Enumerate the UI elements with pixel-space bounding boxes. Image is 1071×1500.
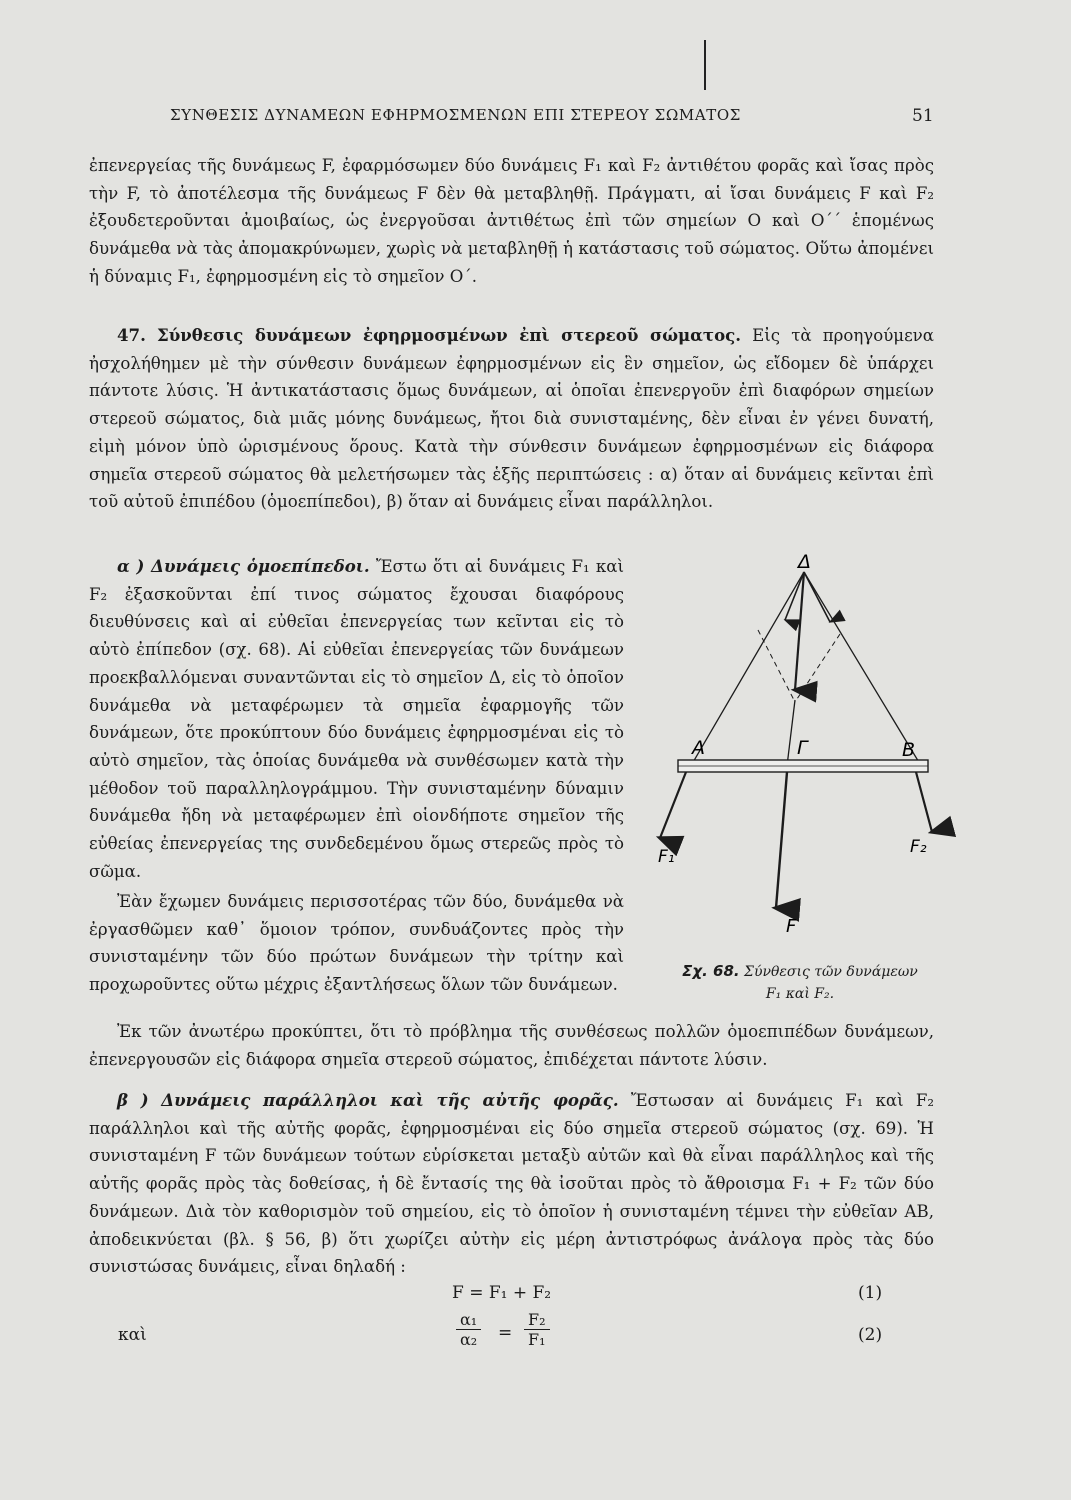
conclusion-paragraph: Ἐκ τῶν ἀνωτέρω προκύπτει, ὅτι τὸ πρόβλημα τῆς συνθέσεως πολλῶν ὁμοεπιπέδων δυνάμεων, ἐπενεργουσῶν εἰς διάφορα σημεῖα στερεοῦ σώματος, ἐπιδέχεται πάντοτε λύσιν. [89, 1022, 934, 1069]
vector-resultant-f [776, 772, 787, 908]
section-number: 47. [117, 325, 146, 345]
running-head: ΣΥΝΘΕΣΙΣ ΔΥΝΑΜΕΩΝ ΕΦΗΡΜΟΣΜΕΝΩΝ ΕΠΙ ΣΤΕΡΕΟΥ ΣΩΜΑΤΟΣ [170, 106, 741, 124]
fraction-numerator: α₁ [456, 1310, 481, 1330]
label-b: B [902, 739, 916, 761]
figure-caption [650, 960, 950, 1005]
vector-f2 [916, 772, 932, 832]
subsection-a [89, 553, 624, 885]
paragraph-continuation: ἐπενεργείας τῆς δυνάμεως F, ἐφαρμόσωμεν δύο δυνάμεις F₁ καὶ F₂ ἀντιθέτου φορᾶς καὶ ἴσας πρὸς τὴν F, τὸ ἀποτέλεσμα τῆς δυνάμεως F δὲν θὰ μεταβληθῇ. Πράγματι, αἱ ἴσαι δυνάμεις F καὶ F₂ ἐξουδετεροῦνται ἀμοιβαίως, ὡς ἐνεργοῦσαι ἀντιθέτως ἐπὶ τῶν σημείων O καὶ O΄΄ ἑπομένως δυνάμεθα νὰ τὰς ἀπομακρύνωμεν, χωρὶς νὰ μεταβληθῇ ἡ κατάστασις τοῦ σώματος. Οὕτω ἀπομένει ἡ δύναμις F₁, ἐφηρμοσμένη εἰς τὸ σημεῖον O΄. [89, 156, 934, 286]
page-number: 51 [912, 106, 934, 126]
equation-2-equals: = [498, 1323, 513, 1343]
equation-2-number: (2) [858, 1325, 883, 1345]
subsection-a-body: Ἔστω ὅτι αἱ δυνάμεις F₁ καὶ F₂ ἐξασκοῦνται ἐπί τινος σώματος ἔχουσαι διαφόρους διευθύνσεις καὶ αἱ εὐθεῖαι ἐπενεργείας των κεῖνται εἰς τὸ αὐτὸ ἐπίπεδον (σχ. 68). Αἱ εὐθεῖαι ἐπενεργείας τῶν δυνάμεων προεκβαλλόμεναι συναντῶνται εἰς τὸ σημεῖον Δ, εἰς τὸ ὁποῖον δυνάμεθα νὰ μεταφέρωμεν τὰ σημεῖα ἐφαρμογῆς τῶν δυνάμεων, ὅτε προκύπτουν δύο δυνάμεις ἐφηρμοσμέναι εἰς τὸ αὐτὸ σημεῖον, τὰς ὁποίας δυνάμεθα νὰ συνθέσωμεν κατὰ τὴν μέθοδον τοῦ παραλληλογράμμου. Τὴν συνισταμένην δύναμιν δυνάμεθα ἤδη νὰ μεταφέρωμεν ἐπὶ οἱονδήποτε σημεῖον τῆς εὐθείας ἐπενεργείας της συνδεδεμένου ὅμως στερεῶς πρὸς τὸ σῶμα. [89, 557, 625, 881]
section-47 [89, 322, 934, 516]
label-gamma: Γ [797, 737, 808, 759]
vector-f1 [660, 772, 686, 838]
equation-2-conjunction: καὶ [118, 1325, 147, 1345]
subsection-b [89, 1087, 934, 1281]
equation-1: F = F₁ + F₂ [452, 1283, 552, 1303]
fraction-numerator: F₂ [524, 1310, 550, 1330]
section-body: Εἰς τὰ προηγούμενα ἠσχολήθημεν μὲ τὴν σύνθεσιν δυνάμεων ἐφηρμοσμένων εἰς ἓν σημεῖον, ὡς εἴδομεν δὲ ὑπάρχει πάντοτε λύσις. Ἡ ἀντικατάστασις ὅμως δυνάμεων, αἱ ὁποῖαι ἐπενεργοῦν ἐπὶ διαφόρων σημείων στερεοῦ σώματος, διὰ μιᾶς μόνης δυνάμεως, ἤτοι διὰ συνισταμένης, δὲν εἶναι ἐν γένει δυνατή, εἰμὴ μόνον ὑπὸ ὡρισμένους ὅρους. Κατὰ τὴν σύνθεσιν δυνάμεων ἐφηρμοσμένων εἰς διάφορα σημεῖα στερεοῦ σώματος θὰ μελετήσωμεν τὰς ἑξῆς περιπτώσεις : α) ὅταν αἱ δυνάμεις κεῖνται ἐπὶ τοῦ αὐτοῦ ἐπιπέδου (ὁμοεπίπεδοι), β) ὅταν αἱ δυνάμεις εἶναι παράλληλοι. [89, 326, 934, 512]
subsection-a-continued: Ἐὰν ἔχωμεν δυνάμεις περισσοτέρας τῶν δύο, δυνάμεθα νὰ ἐργασθῶμεν καθ᾿ ὅμοιον τρόπον, συνδυάζοντες πρὸς τὴν συνισταμένην τῶν δύο πρώτων δυνάμεων τὴν τρίτην καὶ προχωροῦντες οὕτω μέχρις ἐξαντλήσεως ὅλων τῶν δυνάμεων. [89, 892, 624, 995]
figure-caption-label: Σχ. 68. [682, 962, 740, 980]
figure-68 [640, 550, 960, 950]
line-of-action-f2 [804, 572, 920, 764]
vector-f2-at-delta [804, 572, 830, 622]
resultant-line-of-action [787, 700, 795, 766]
section-title: Σύνθεσις δυνάμεων ἐφηρμοσμένων ἐπὶ στερεοῦ σώματος. [157, 325, 742, 345]
equation-1-number: (1) [858, 1283, 883, 1303]
subsection-b-body: Ἔστωσαν αἱ δυνάμεις F₁ καὶ F₂ παράλληλοι καὶ τῆς αὐτῆς φορᾶς, ἐφηρμοσμέναι εἰς δύο σημεῖα στερεοῦ σώματος (σχ. 69). Ἡ συνισταμένη F τῶν δυνάμεων τούτων εὑρίσκεται μεταξὺ αὐτῶν καὶ θὰ εἶναι παράλληλος καὶ τῆς αὐτῆς φορᾶς πρὸς τὰς δοθείσας, ἡ δὲ ἔντασίς της θὰ ἰσοῦται πρὸς τὸ ἄθροισμα F₁ + F₂ τῶν δύο δυνάμεων. Διὰ τὸν καθορισμὸν τοῦ σημείου, εἰς τὸ ὁποῖον ἡ συνισταμένη τέμνει τὴν εὐθεῖαν AB, ἀποδεικνύεται (βλ. § 56, β) ὅτι χωρίζει αὐτὴν εἰς μέρη ἀντιστρόφως ἀνάλογα πρὸς τὰς δύο συνιστώσας δυνάμεις, εἶναι δηλαδή : [89, 1091, 934, 1277]
label-delta: Δ [798, 551, 811, 573]
subsection-a-heading: α ) Δυνάμεις ὁμοεπίπεδοι. [117, 556, 370, 576]
page-edge-mark [704, 40, 706, 90]
parallelogram-dashed-right [795, 634, 840, 702]
label-f2: F₂ [910, 837, 927, 857]
label-f1: F₁ [658, 847, 675, 867]
equation-2-right-fraction [524, 1310, 550, 1349]
figure-caption-text: Σύνθεσις τῶν δυνάμεων [744, 964, 918, 980]
label-a: A [692, 737, 705, 759]
line-of-action-f1 [692, 572, 804, 764]
equation-2-left-fraction [456, 1310, 481, 1349]
fraction-denominator: F₁ [528, 1330, 546, 1349]
subsection-b-heading: β ) Δυνάμεις παράλληλοι καὶ τῆς αὐτῆς φορᾶς. [117, 1090, 619, 1110]
parallelogram-dashed-left [758, 630, 795, 702]
figure-caption-text-2: F₁ καὶ F₂. [765, 986, 835, 1002]
label-f: F [786, 916, 797, 937]
fraction-denominator: α₂ [460, 1330, 478, 1349]
